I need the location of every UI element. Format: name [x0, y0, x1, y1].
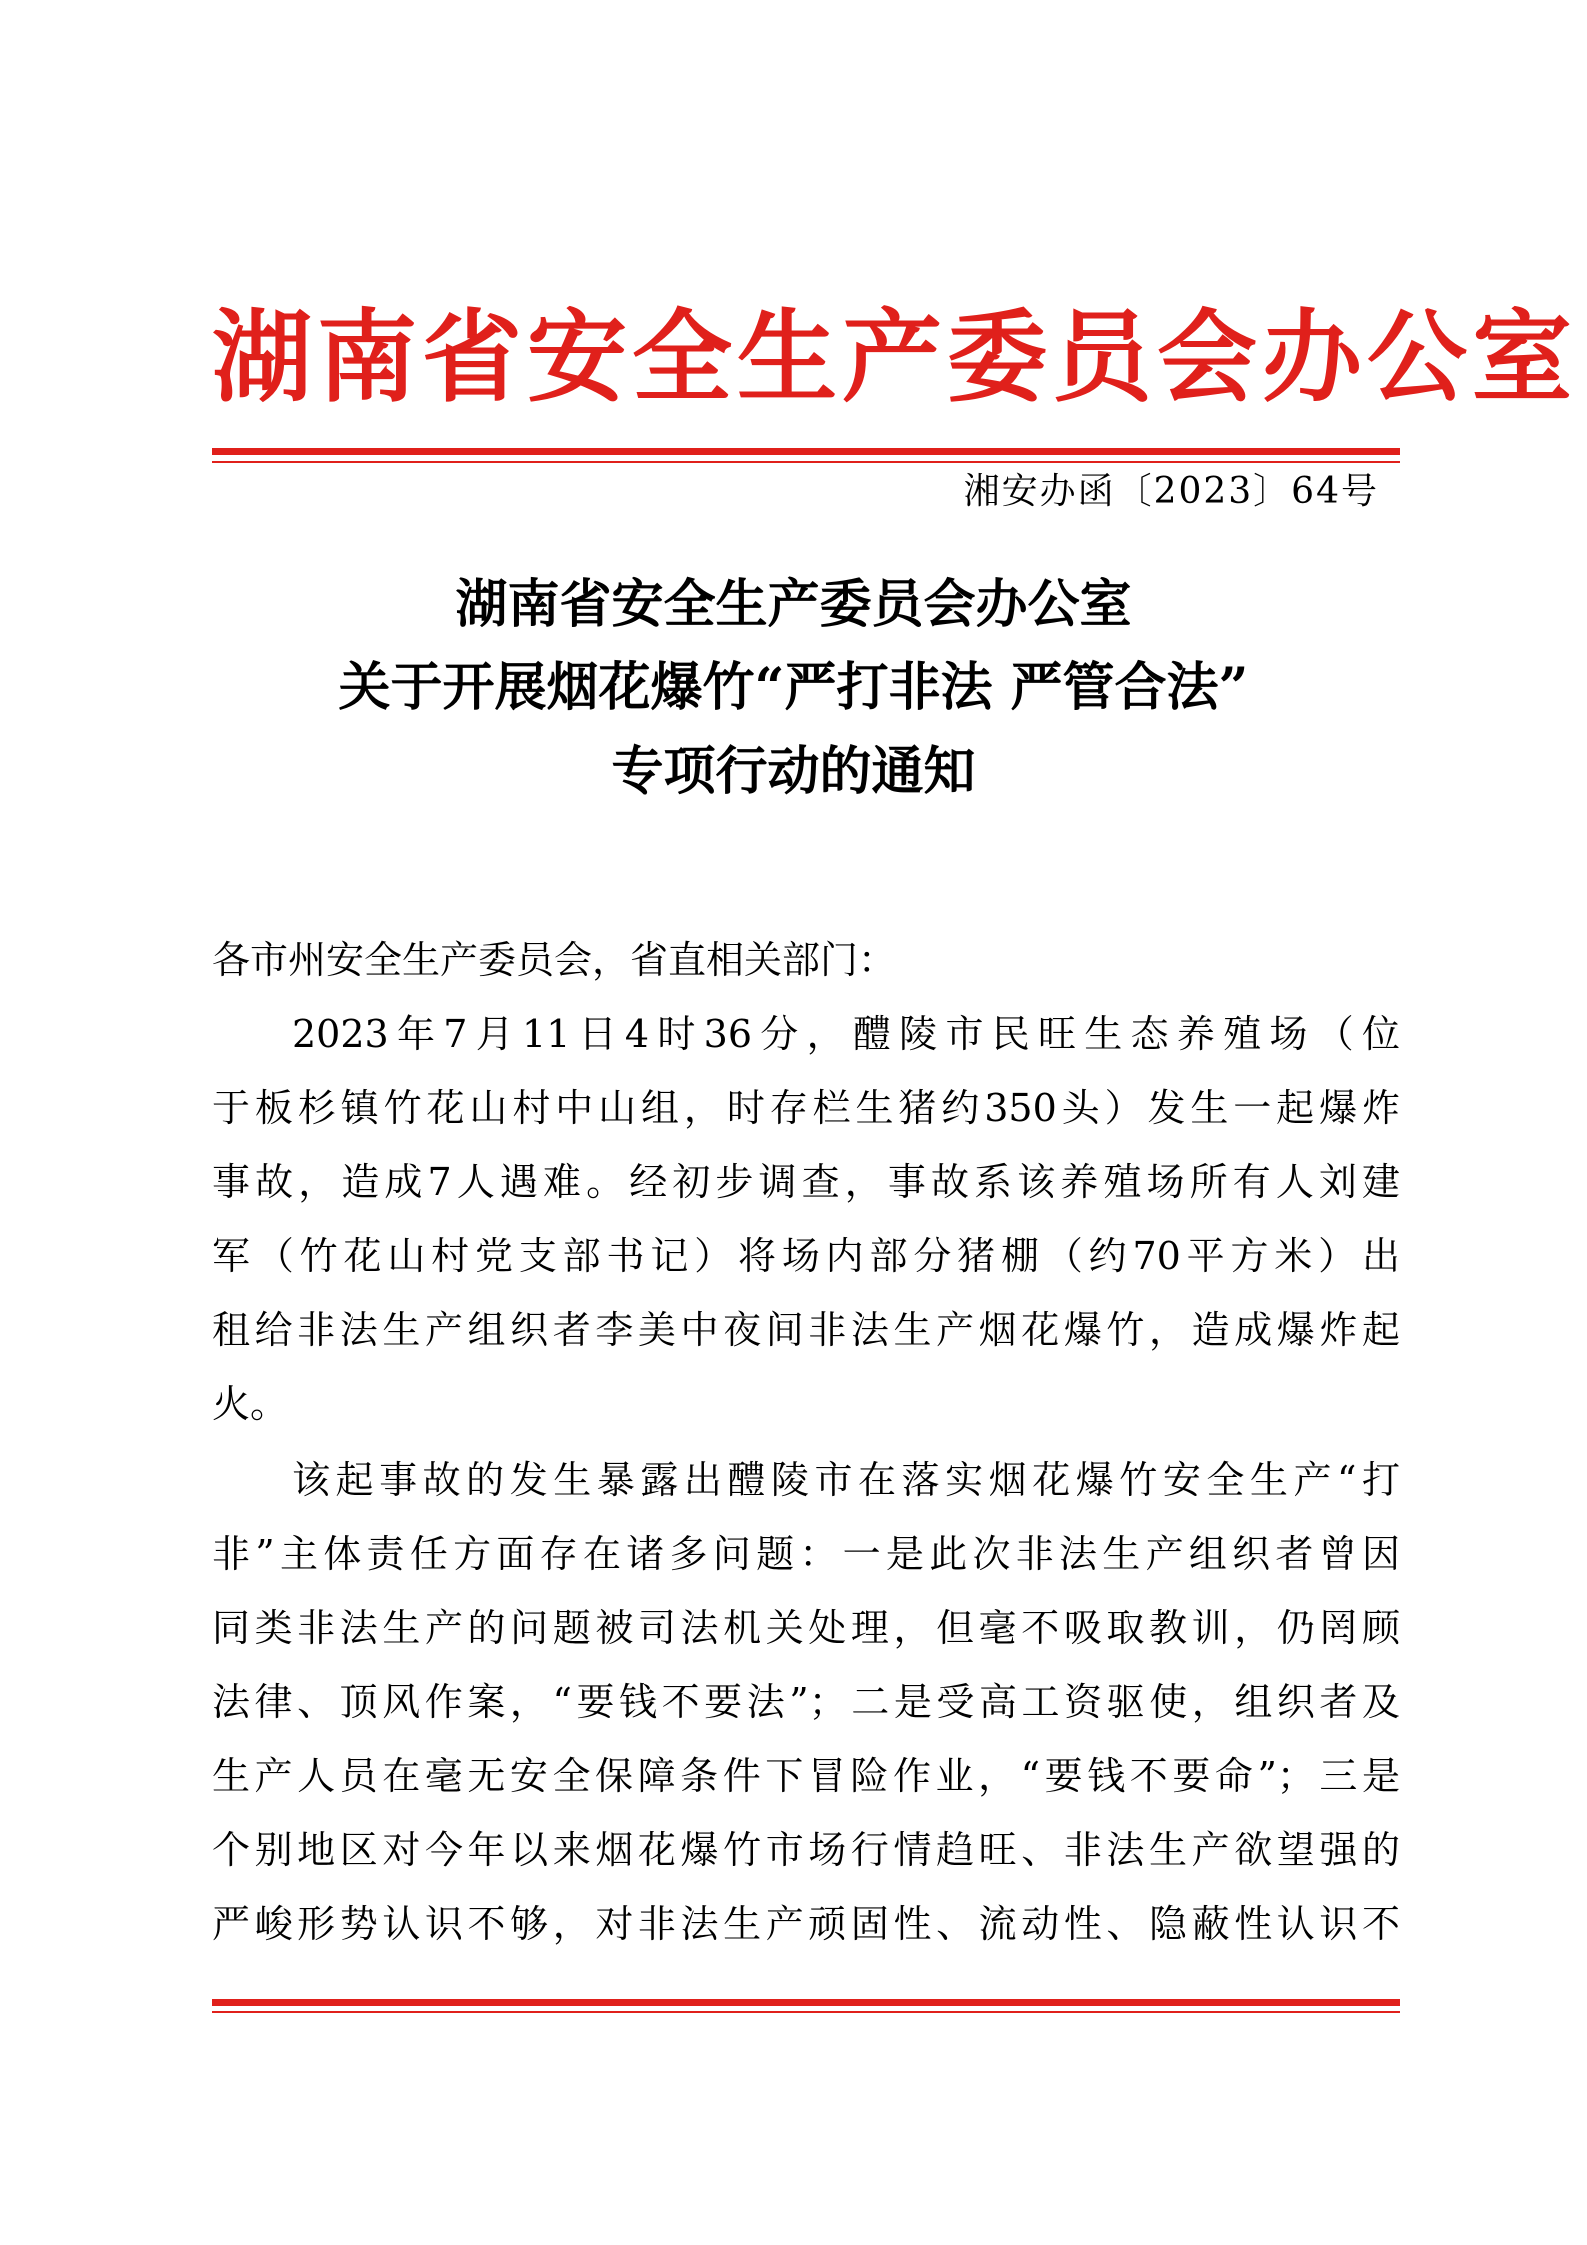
header-rule-thick: [212, 448, 1400, 455]
issuer-heading: 湖南省安全生产委员会办公室: [212, 298, 1577, 416]
paragraph-1-line-6: 火。: [212, 1382, 289, 1426]
title-line-3: 专项行动的通知: [611, 741, 976, 802]
paragraph-2-line-1: 该起事故的发生暴露出醴陵市在落实烟花爆竹安全生产“打: [292, 1458, 1400, 1502]
paragraph-1-line-5: 租给非法生产组织者李美中夜间非法生产烟花爆竹，造成爆炸起: [212, 1308, 1400, 1352]
paragraph-2-line-7: 严峻形势认识不够，对非法生产顽固性、流动性、隐蔽性认识不: [212, 1902, 1400, 1946]
title-line-2: 关于开展烟花爆竹“严打非法 严管合法”: [338, 657, 1249, 718]
paragraph-2-line-4: 法律、顶风作案，“要钱不要法”；二是受高工资驱使，组织者及: [212, 1680, 1400, 1724]
footer-rule-thick: [212, 1999, 1400, 2006]
paragraph-2-line-5: 生产人员在毫无安全保障条件下冒险作业，“要钱不要命”；三是: [212, 1754, 1400, 1798]
paragraph-1-line-4: 军（竹花山村党支部书记）将场内部分猪棚（约70平方米）出: [212, 1234, 1400, 1278]
paragraph-2-line-6: 个别地区对今年以来烟花爆竹市场行情趋旺、非法生产欲望强的: [212, 1828, 1400, 1872]
document-number: 湘安办函〔2023〕64号: [963, 471, 1379, 512]
paragraph-1-line-3: 事故，造成7人遇难。经初步调查，事故系该养殖场所有人刘建: [212, 1160, 1400, 1204]
paragraph-1-line-2: 于板杉镇竹花山村中山组，时存栏生猪约350头）发生一起爆炸: [212, 1086, 1400, 1130]
title-line-1: 湖南省安全生产委员会办公室: [455, 574, 1132, 635]
paragraph-1-line-1: 2023年7月11日4时36分，醴陵市民旺生态养殖场（位: [292, 1012, 1400, 1056]
footer-rule-thin: [212, 2011, 1400, 2013]
paragraph-2-line-2: 非”主体责任方面存在诸多问题：一是此次非法生产组织者曾因: [212, 1532, 1400, 1576]
paragraph-2-line-3: 同类非法生产的问题被司法机关处理，但毫不吸取教训，仍罔顾: [212, 1606, 1400, 1650]
salutation: 各市州安全生产委员会，省直相关部门：: [212, 938, 897, 982]
